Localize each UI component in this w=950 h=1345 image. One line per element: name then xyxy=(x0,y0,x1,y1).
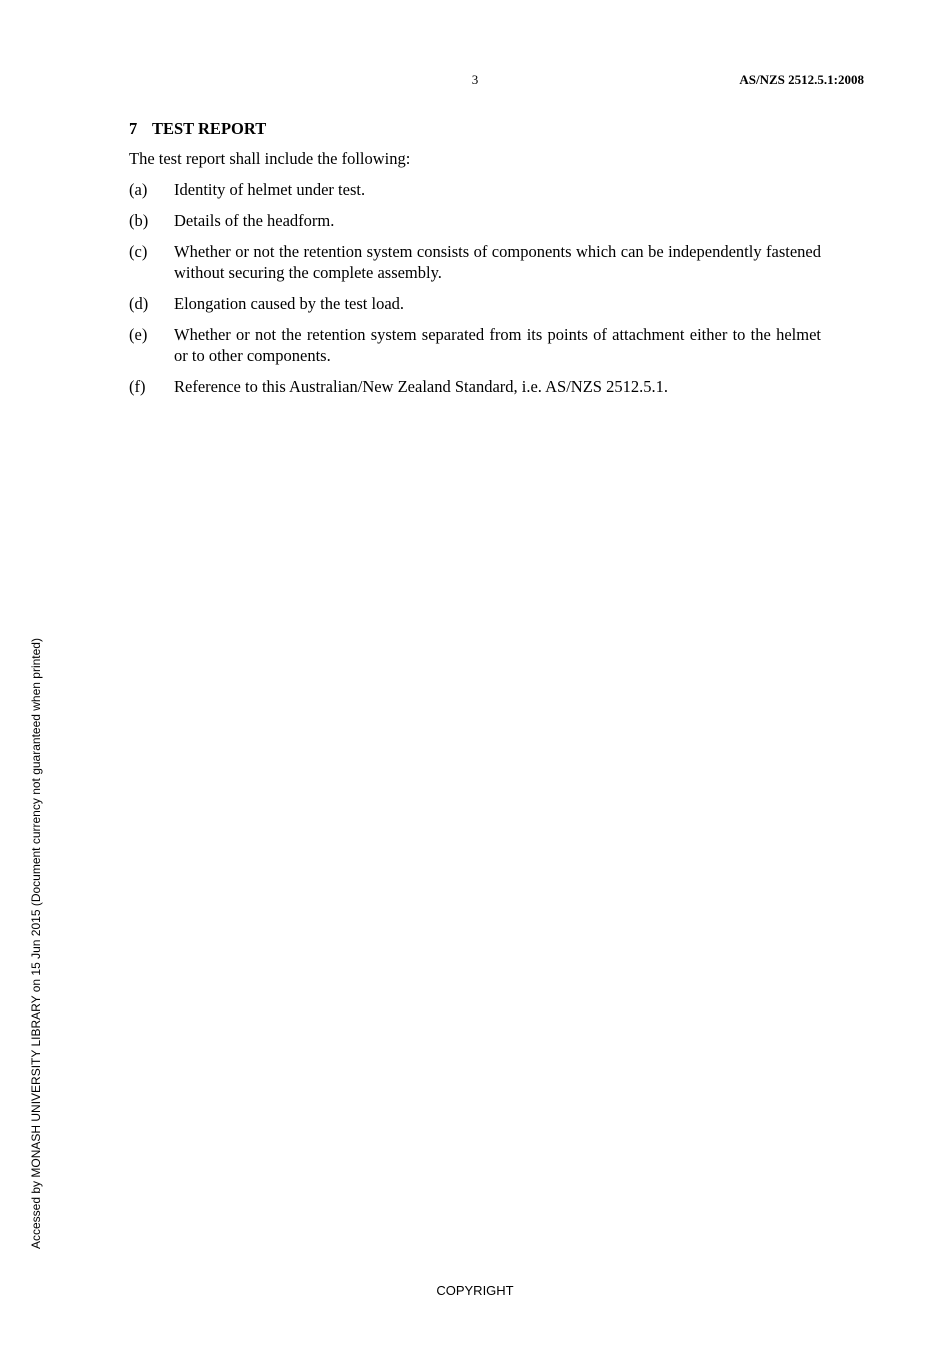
page-number: 3 xyxy=(471,72,479,87)
list-item-marker: (d) xyxy=(129,294,149,313)
list-item-marker: (c) xyxy=(129,242,148,261)
list-item xyxy=(129,376,821,397)
list-item-marker: (a) xyxy=(129,180,148,199)
list-item-text: Elongation caused by the test load. xyxy=(174,294,405,313)
list-item xyxy=(129,324,821,366)
list-item xyxy=(129,179,821,200)
section-title: TEST REPORT xyxy=(152,119,267,138)
section-heading xyxy=(129,118,821,139)
list-item-text: Reference to this Australian/New Zealand Standard, i.e. AS/NZS 2512.5.1. xyxy=(174,377,668,396)
list-item-text: Identity of helmet under test. xyxy=(174,180,366,199)
list-item xyxy=(129,241,821,283)
section-number: 7 xyxy=(129,119,138,138)
report-items-list xyxy=(129,179,821,397)
list-item xyxy=(129,210,821,231)
page-content xyxy=(129,118,821,407)
list-item-text: Whether or not the retention system separated from its points of attachment either to the helmet or to other components. xyxy=(174,325,821,365)
list-item xyxy=(129,293,821,314)
access-watermark: Accessed by MONASH UNIVERSITY LIBRARY on 15 Jun 2015 (Document currency not guaranteed when printed) xyxy=(29,638,43,1249)
list-item-text: Whether or not the retention system consists of components which can be independently fastened without securing the complete assembly. xyxy=(174,242,821,282)
list-item-marker: (f) xyxy=(129,377,146,396)
list-item-marker: (e) xyxy=(129,325,148,344)
section-intro: The test report shall include the following: xyxy=(129,149,411,168)
list-item-marker: (b) xyxy=(129,211,149,230)
list-item-text: Details of the headform. xyxy=(174,211,335,230)
document-id: AS/NZS 2512.5.1:2008 xyxy=(739,72,864,87)
copyright-footer: COPYRIGHT xyxy=(436,1283,514,1298)
